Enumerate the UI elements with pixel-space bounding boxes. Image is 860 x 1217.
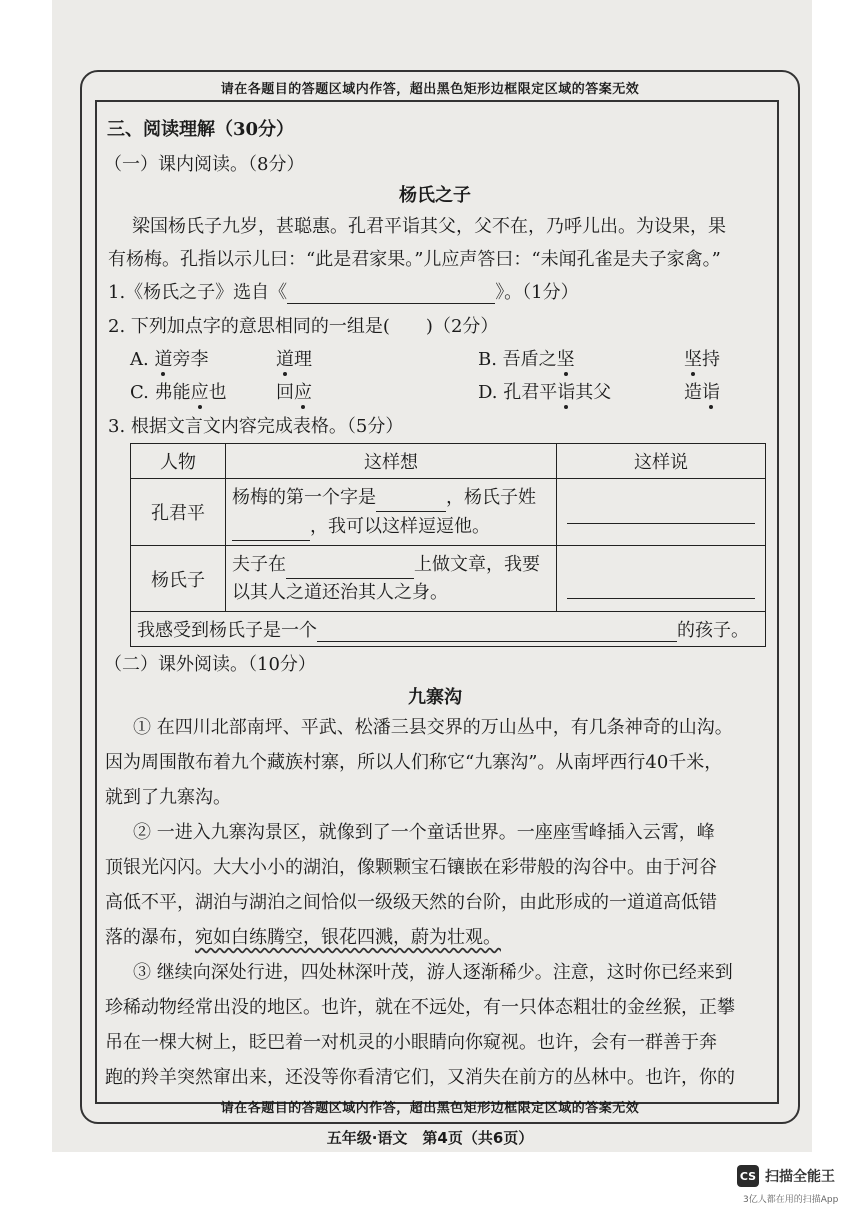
camscanner-name: 扫描全能王 bbox=[765, 1169, 835, 1185]
answer-table bbox=[130, 443, 766, 647]
row1-name: 孔君平 bbox=[131, 479, 226, 546]
option-d-2: 造诣 bbox=[684, 382, 720, 403]
q1-suffix: 》。（1分） bbox=[495, 282, 579, 303]
passage1-line2: 有杨梅。孔指以示儿曰：“此是君家果。”儿应声答曰：“未闻孔雀是夫子家禽。” bbox=[108, 249, 721, 270]
question-3: 3. 根据文言文内容完成表格。（5分） bbox=[108, 416, 404, 437]
table-header-person: 人物 bbox=[131, 444, 226, 479]
row2-name: 杨氏子 bbox=[131, 546, 226, 612]
option-b-2: 坚持 bbox=[684, 349, 720, 370]
row3-feeling: 我感受到杨氏子是一个 的孩子。 bbox=[131, 612, 766, 647]
q1-prefix: 1.《杨氏之子》选自《 bbox=[108, 282, 288, 303]
passage1-title: 杨氏之子 bbox=[399, 185, 471, 206]
wavy-underlined-sentence: 宛如白练腾空，银花四溅，蔚为壮观。 bbox=[195, 927, 501, 948]
passage2-paragraph-2: ② 一进入九寨沟景区，就像到了一个童话世界。一座座雪峰插入云霄，峰 顶银光闪闪。大大小小的湖泊，像颗颗宝石镶嵌在彩带般的沟谷中。由于河谷 高低不平，湖泊与湖泊之间恰似一级级天然的台阶，由此形成的一道道高低错 落的瀑布，宛如白练腾空，银花四溅，蔚为壮观。 bbox=[105, 822, 717, 948]
table-header-say: 这样说 bbox=[557, 444, 766, 479]
row1-say[interactable] bbox=[557, 479, 766, 546]
passage1-line1: 梁国杨氏子九岁，甚聪惠。孔君平诣其父，父不在，乃呼儿出。为设果，果 bbox=[132, 216, 726, 237]
camscanner-watermark bbox=[737, 1165, 835, 1187]
row2-think: 夫子在 上做文章，我要 以其人之道还治其人之身。 bbox=[226, 546, 557, 612]
row2-blank-1[interactable] bbox=[286, 550, 414, 579]
row1-blank-1[interactable] bbox=[376, 483, 446, 512]
passage2-paragraph-3: ③ 继续向深处行进，四处林深叶茂，游人逐渐稀少。注意，这时你已经来到 珍稀动物经常出没的地区。也许，就在不远处，有一只体态粗壮的金丝猴，正攀 吊在一棵大树上，眨巴着一对机灵的小眼睛向你窥视。也许，会有一群善于奔 跑的羚羊突然窜出来，还没等你看清它们，又消失在前方的丛林中。也许，你的 bbox=[105, 962, 735, 1088]
row1-think: 杨梅的第一个字是 ，杨氏子姓 ，我可以这样逗逗他。 bbox=[226, 479, 557, 546]
row2-say[interactable] bbox=[557, 546, 766, 612]
option-a-2: 道理 bbox=[276, 349, 312, 370]
row3-blank[interactable] bbox=[317, 620, 677, 642]
part1-heading: （一）课内阅读。（8分） bbox=[104, 154, 305, 175]
option-a-1: A. 道旁李 bbox=[130, 349, 209, 370]
q1-answer-blank[interactable] bbox=[287, 282, 495, 304]
notice-bottom: 请在各题目的答题区域内作答，超出黑色矩形边框限定区域的答案无效 bbox=[220, 1101, 640, 1116]
page-footer: 五年级·语文 第4页（共6页） bbox=[326, 1129, 534, 1147]
passage2-paragraph-1: ① 在四川北部南坪、平武、松潘三县交界的万山丛中，有几条神奇的山沟。 因为周围散布着九个藏族村寨，所以人们称它“九寨沟”。从南坪西行40千米， 就到了九寨沟。 bbox=[105, 717, 733, 808]
passage2-title: 九寨沟 bbox=[408, 687, 462, 708]
section-title: 三、阅读理解（30分） bbox=[107, 119, 295, 140]
option-c-1: C. 弗能应也 bbox=[130, 382, 227, 403]
question-1 bbox=[108, 278, 579, 304]
row1-blank-2[interactable] bbox=[232, 512, 310, 541]
question-2: 2. 下列加点字的意思相同的一组是( )（2分） bbox=[108, 316, 499, 337]
table-header-think: 这样想 bbox=[226, 444, 557, 479]
option-b-1: B. 吾盾之坚 bbox=[478, 349, 575, 370]
option-d-1: D. 孔君平诣其父 bbox=[478, 382, 612, 403]
notice-top: 请在各题目的答题区域内作答，超出黑色矩形边框限定区域的答案无效 bbox=[220, 82, 640, 97]
camscanner-logo-icon: CS bbox=[737, 1165, 759, 1187]
option-c-2: 回应 bbox=[276, 382, 312, 403]
part2-heading: （二）课外阅读。（10分） bbox=[104, 654, 316, 675]
camscanner-tagline: 3亿人都在用的扫描App bbox=[743, 1195, 839, 1205]
